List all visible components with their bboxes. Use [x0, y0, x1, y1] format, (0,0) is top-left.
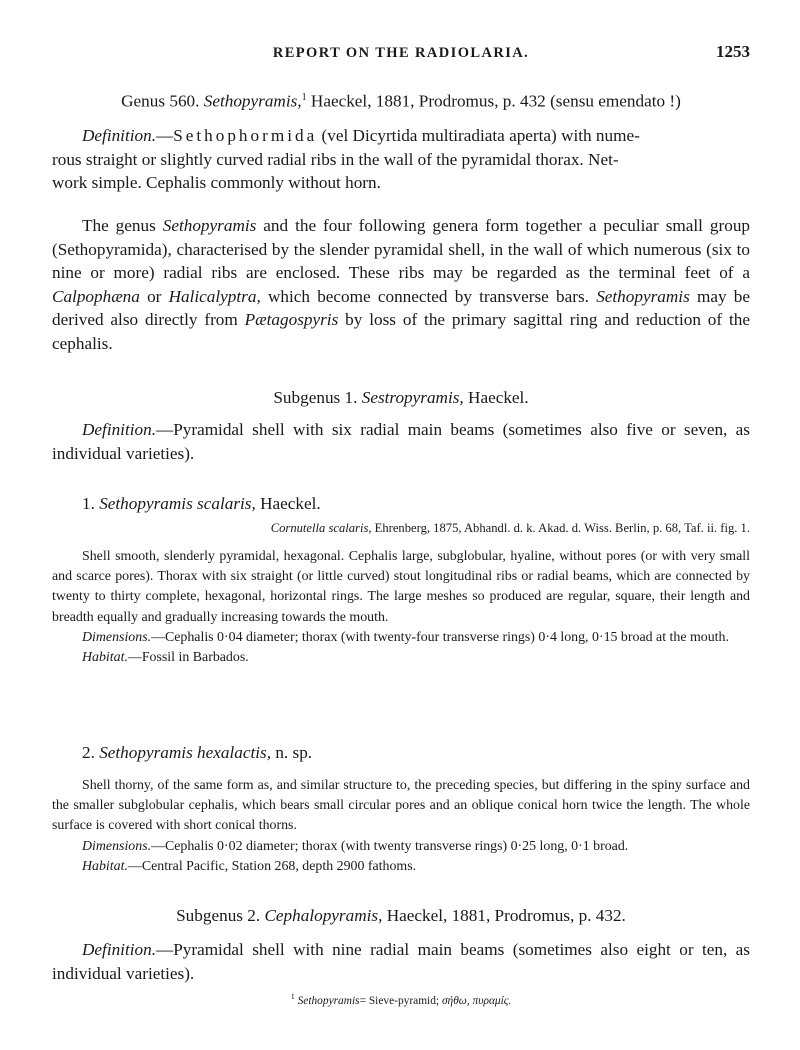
- species-1-heading: [52, 492, 750, 516]
- subgenus-1-heading: [52, 386, 750, 410]
- species-2-number: 2.: [82, 743, 95, 762]
- footnote-term: Sethopyramis: [297, 994, 360, 1007]
- subgenus-2-definition-text: Pyramidal shell with nine radial main beams (sometimes also eight or ten, as individual varieties).: [52, 940, 750, 983]
- species-2-name: Sethopyramis hexalactis,: [99, 743, 272, 762]
- footnote: [52, 992, 750, 1007]
- subgenus-1-label: Subgenus 1.: [273, 388, 358, 407]
- running-title: REPORT ON THE RADIOLARIA.: [272, 45, 530, 61]
- intro-text-6: by loss of the primary sagittal ring and reduction of the cephalis.: [52, 310, 750, 353]
- intro-genus-2: Calpophæna: [52, 286, 140, 306]
- page-number: 1253: [716, 42, 750, 61]
- species-1-cite-name: Cornutella scalaris,: [270, 521, 372, 535]
- intro-genus-1: Sethopyramis: [162, 216, 257, 235]
- intro-genus-5: Pætagospyris: [244, 310, 339, 330]
- subgenus-2-definition: [52, 938, 750, 985]
- definition-line-1-rest: (vel Dicyrtida multiradiata aperta) with nume-: [321, 126, 640, 145]
- genus-heading: [52, 86, 750, 113]
- species-1-dim-dash: —: [151, 629, 165, 645]
- genus-name: Sethopyramis,: [203, 91, 302, 111]
- subgenus-1-author: Haeckel.: [468, 388, 529, 407]
- genus-definition: [52, 124, 750, 195]
- species-2-author: n. sp.: [275, 743, 313, 762]
- footnote-greek: σήθω, πυραμίς.: [441, 994, 512, 1007]
- species-2-hab-dash: —: [127, 858, 142, 874]
- species-2-dimensions-label: Dimensions.: [82, 838, 152, 854]
- definition-spaced-term: Sethophormida: [173, 126, 318, 145]
- species-1-number: 1.: [82, 494, 95, 513]
- species-2-dim-dash: —: [151, 838, 165, 854]
- species-1-cite-text: Ehrenberg, 1875, Abhandl. d. k. Akad. d. Wiss. Berlin, p. 68, Taf. ii. fig. 1.: [374, 521, 750, 535]
- species-2-habitat-text: Central Pacific, Station 268, depth 2900 fathoms.: [141, 858, 417, 874]
- subgenus-1-name: Sestropyramis,: [361, 388, 464, 407]
- species-1-habitat: [52, 648, 750, 668]
- definition-line-3: work simple. Cephalis commonly without horn.: [52, 173, 381, 193]
- species-1-name: Sethopyramis scalaris,: [99, 494, 256, 513]
- species-1-dimensions: [52, 628, 750, 648]
- genus-footnote-mark: 1: [301, 92, 307, 103]
- species-1-citation: [52, 521, 750, 536]
- species-1-dimensions-text: Cephalis 0·04 diameter; thorax (with twenty-four transverse rings) 0·4 long, 0·15 broad at the mouth.: [164, 629, 729, 645]
- species-1-dimensions-label: Dimensions.: [82, 629, 152, 645]
- subgenus-2-citation: Haeckel, 1881, Prodromus, p. 432.: [386, 906, 626, 925]
- definition-line-2: rous straight or slightly curved radial ribs in the wall of the pyramidal thorax. Net-: [52, 149, 619, 169]
- intro-text-2: and the four following genera form together a peculiar small group (Sethopyramida), characterised by the slender pyramidal shell, in the wall of which numerous (six to nine or more) radial ribs are enclosed. These ribs may be regarded as the terminal feet of a: [52, 216, 751, 283]
- intro-text-1: The genus: [82, 216, 156, 235]
- subgenus-2-name: Cephalopyramis,: [264, 906, 383, 925]
- species-2-dimensions-text: Cephalis 0·02 diameter; thorax (with twenty transverse rings) 0·25 long, 0·1 broad.: [164, 838, 629, 854]
- species-1-body: [52, 547, 750, 668]
- definition-dash: —: [156, 126, 174, 145]
- definition-label: Definition.: [82, 126, 156, 145]
- intro-text-5: may be derived also directly from: [52, 286, 751, 330]
- intro-genus-3: Halicalyptra,: [168, 286, 261, 306]
- species-2-dimensions: [52, 837, 750, 857]
- intro-genus-4: Sethopyramis: [596, 286, 690, 306]
- intro-text-3: or: [147, 286, 162, 306]
- subgenus-2-label: Subgenus 2.: [176, 906, 261, 925]
- genus-label: Genus 560.: [121, 91, 200, 111]
- species-2-habitat: [52, 857, 750, 877]
- subgenus-2-heading: [52, 904, 750, 928]
- subgenus-2-dash: —: [156, 940, 174, 959]
- genus-citation: Haeckel, 1881, Prodromus, p. 432 (sensu emendato !): [310, 91, 681, 111]
- species-2-body: [52, 776, 750, 877]
- subgenus-1-definition: [52, 418, 750, 465]
- species-1-habitat-text: Fossil in Barbados.: [141, 650, 249, 666]
- subgenus-1-definition-text: Pyramidal shell with six radial main beams (sometimes also five or seven, as individual varieties).: [52, 420, 750, 463]
- footnote-text: = Sieve-pyramid;: [359, 994, 440, 1007]
- species-2-heading: [52, 741, 750, 765]
- footnote-mark: 1: [290, 992, 295, 1001]
- page-header: [52, 42, 750, 64]
- subgenus-1-dash: —: [156, 420, 174, 439]
- subgenus-2-definition-label: Definition.: [82, 940, 156, 959]
- species-2-habitat-label: Habitat.: [82, 858, 128, 874]
- species-1-habitat-label: Habitat.: [82, 650, 128, 666]
- species-1-description: Shell smooth, slenderly pyramidal, hexagonal. Cephalis large, subglobular, hyaline, without pores (or with very small and scarce pores). Thorax with six straight (or little curved) stout longitudinal ribs or radial beams, which are connected by twenty to thirty complete, hexagonal, horizontal rings. The large meshes so produced are regular, square, their length and breadth equally and gradually increasing towards the mouth.: [52, 549, 750, 625]
- species-1-author: Haeckel.: [260, 494, 321, 513]
- definition-line-1: [52, 124, 750, 148]
- intro-text-4: which become connected by transverse bars.: [267, 286, 589, 306]
- intro-paragraph: [52, 214, 750, 356]
- species-2-description: Shell thorny, of the same form as, and similar structure to, the preceding species, but differing in the spiny surface and the smaller subglobular cephalis, which bears small circular pores and an oblique conical horn twice the length. The whole surface is covered with short conical thorns.: [52, 778, 750, 834]
- species-1-hab-dash: —: [127, 650, 142, 666]
- subgenus-1-definition-label: Definition.: [82, 420, 156, 439]
